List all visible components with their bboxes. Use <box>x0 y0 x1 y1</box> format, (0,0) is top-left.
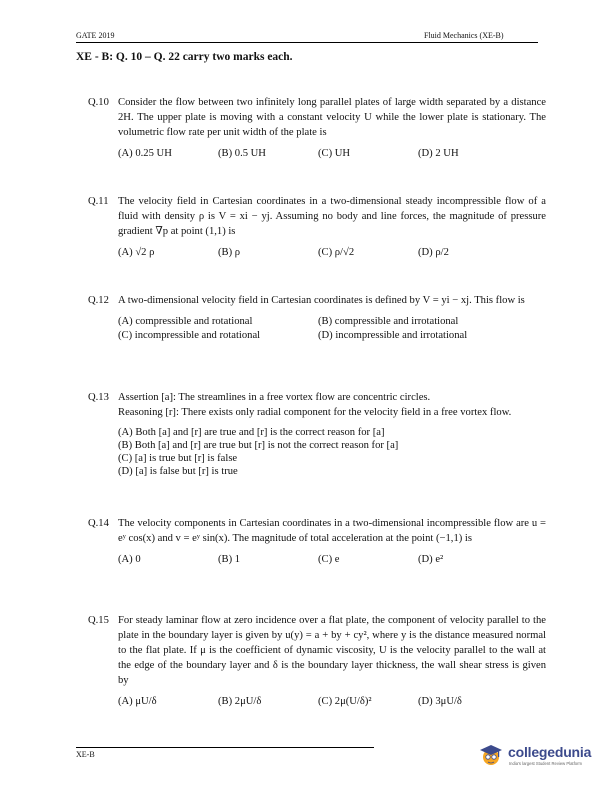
option-a: (A) 0 <box>118 554 141 565</box>
options <box>118 694 546 710</box>
option-c: (C) 2μ(U/δ)² <box>318 696 372 707</box>
option-b: (B) ρ <box>218 247 241 258</box>
option-a: (A) compressible and rotational <box>118 316 253 327</box>
option-a: (A) 0.25 UH <box>118 148 172 159</box>
option-a: (A) μU/δ <box>118 696 157 707</box>
option-c: (C) UH <box>318 148 351 159</box>
options <box>118 146 546 162</box>
option-b: (B) 2μU/δ <box>218 696 262 707</box>
reasoning-line: Reasoning [r]: There exists only radial component for the velocity field in a free vortex flow. <box>118 407 512 418</box>
question-11 <box>88 194 546 261</box>
option-c: (C) ρ/√2 <box>318 247 355 258</box>
option-d: (D) 2 UH <box>418 148 459 159</box>
question-stem: The velocity field in Cartesian coordinates in a two-dimensional steady incompressible flow of a fluid with density ρ is V = xi − yj. Assuming no body and line forces, the magnitude of pressure gradient ∇p at point (1,1) is <box>118 196 546 237</box>
header-subject: Fluid Mechanics (XE-B) <box>424 31 504 40</box>
question-10 <box>88 95 546 162</box>
question-number: Q.11 <box>88 196 109 207</box>
question-12 <box>88 293 546 344</box>
question-number: Q.13 <box>88 392 109 403</box>
assertion-line: Assertion [a]: The streamlines in a free vortex flow are concentric circles. <box>118 392 431 403</box>
header-exam: GATE 2019 <box>76 31 115 40</box>
collegedunia-logo <box>478 742 592 772</box>
option-d: (D) e² <box>418 554 444 565</box>
logo-wordmark: collegedunia <box>508 744 592 760</box>
option-b: (B) compressible and irrotational <box>318 316 459 327</box>
question-13 <box>88 390 546 478</box>
question-number: Q.14 <box>88 518 109 529</box>
option-c: (C) e <box>318 554 340 565</box>
options <box>118 552 546 568</box>
question-number: Q.15 <box>88 615 109 626</box>
question-stem: A two-dimensional velocity field in Cartesian coordinates is defined by V = yi − xj. This flow is <box>118 295 525 306</box>
question-stem <box>118 390 546 420</box>
options <box>118 245 546 261</box>
option-d: (D) incompressible and irrotational <box>318 330 468 341</box>
question-stem: The velocity components in Cartesian coordinates in a two-dimensional incompressible flow are u = eʸ cos(x) and v = eʸ sin(x). The magnitude of total acceleration at the point (−1,1) is <box>118 518 546 544</box>
option-a: (A) Both [a] and [r] are true and [r] is the correct reason for [a] <box>118 427 385 438</box>
question-14 <box>88 516 546 568</box>
logo-tagline: India's largest Student Review Platform <box>509 761 582 766</box>
question-number: Q.10 <box>88 97 109 108</box>
options <box>118 426 546 478</box>
option-a: (A) √2 ρ <box>118 247 155 258</box>
header-rule <box>76 42 538 43</box>
section-title: XE - B: Q. 10 – Q. 22 carry two marks each. <box>76 51 293 63</box>
option-b: (B) Both [a] and [r] are true but [r] is not the correct reason for [a] <box>118 440 399 451</box>
question-stem: Consider the flow between two infinitely long parallel plates of large width separated by a distance 2H. The upper plate is moving with a constant velocity U while the lower plate is stationary. The volumetric flow rate per unit width of the plate is <box>118 97 546 138</box>
option-b: (B) 0.5 UH <box>218 148 266 159</box>
question-stem: For steady laminar flow at zero incidence over a flat plate, the component of velocity parallel to the plate in the boundary layer is given by u(y) = a + by + cy², where y is the distance measured normal to the flat plate. If μ is the coefficient of dynamic viscosity, U is the velocity parallel to the wall at the edge of the boundary layer and δ is the boundary layer thickness, the wall shear stress is given by <box>118 615 546 686</box>
option-d: (D) [a] is false but [r] is true <box>118 466 238 477</box>
graduate-cap-icon <box>478 742 504 768</box>
footer-rule <box>76 747 374 748</box>
footer-code: XE-B <box>76 750 95 759</box>
option-b: (B) 1 <box>218 554 241 565</box>
question-number: Q.12 <box>88 295 109 306</box>
option-c: (C) [a] is true but [r] is false <box>118 453 238 464</box>
options <box>118 314 546 344</box>
option-d: (D) ρ/2 <box>418 247 449 258</box>
question-15 <box>88 613 546 710</box>
option-c: (C) incompressible and rotational <box>118 330 261 341</box>
option-d: (D) 3μU/δ <box>418 696 462 707</box>
